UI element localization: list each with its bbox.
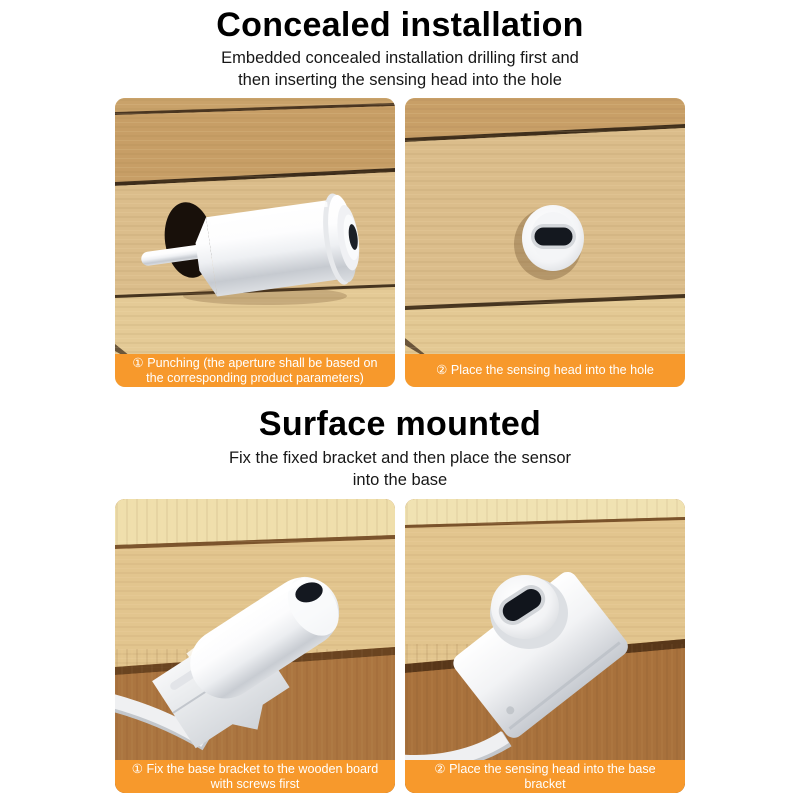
subtitle-line: Fix the fixed bracket and then place the sensor	[228, 449, 572, 467]
bracket-under-board-illustration	[115, 499, 395, 793]
flush-mounted-head-illustration	[405, 98, 685, 387]
concealed-steps-row	[115, 98, 685, 387]
step-photo-bracket-screwed	[115, 499, 395, 793]
surface-steps-row	[115, 499, 685, 793]
step-caption-banner: ① Punching (the aperture shall be based on the corresponding product parameters)	[115, 354, 395, 387]
subtitle-line: Embedded concealed installation drilling first and	[221, 49, 579, 67]
step-photo-head-in-bracket	[405, 499, 685, 793]
step-photo-punching	[115, 98, 395, 387]
section-title-concealed: Concealed installation	[216, 6, 584, 44]
step-caption-banner: ① Fix the base bracket to the wooden board with screws first	[115, 760, 395, 793]
section-title-surface: Surface mounted	[258, 405, 542, 443]
step-caption-banner: ② Place the sensing head into the base bracket	[405, 760, 685, 793]
section-subtitle-surface	[0, 447, 800, 491]
step-caption-banner: ② Place the sensing head into the hole	[405, 354, 685, 387]
sensor-in-base-illustration	[405, 499, 685, 793]
subtitle-line: into the base	[352, 471, 448, 489]
sensor-window	[535, 228, 573, 246]
section-subtitle-concealed	[0, 47, 800, 91]
wood-panel-with-hole-illustration	[115, 98, 395, 387]
step-photo-head-in-hole	[405, 98, 685, 387]
subtitle-line: then inserting the sensing head into the hole	[238, 71, 562, 89]
